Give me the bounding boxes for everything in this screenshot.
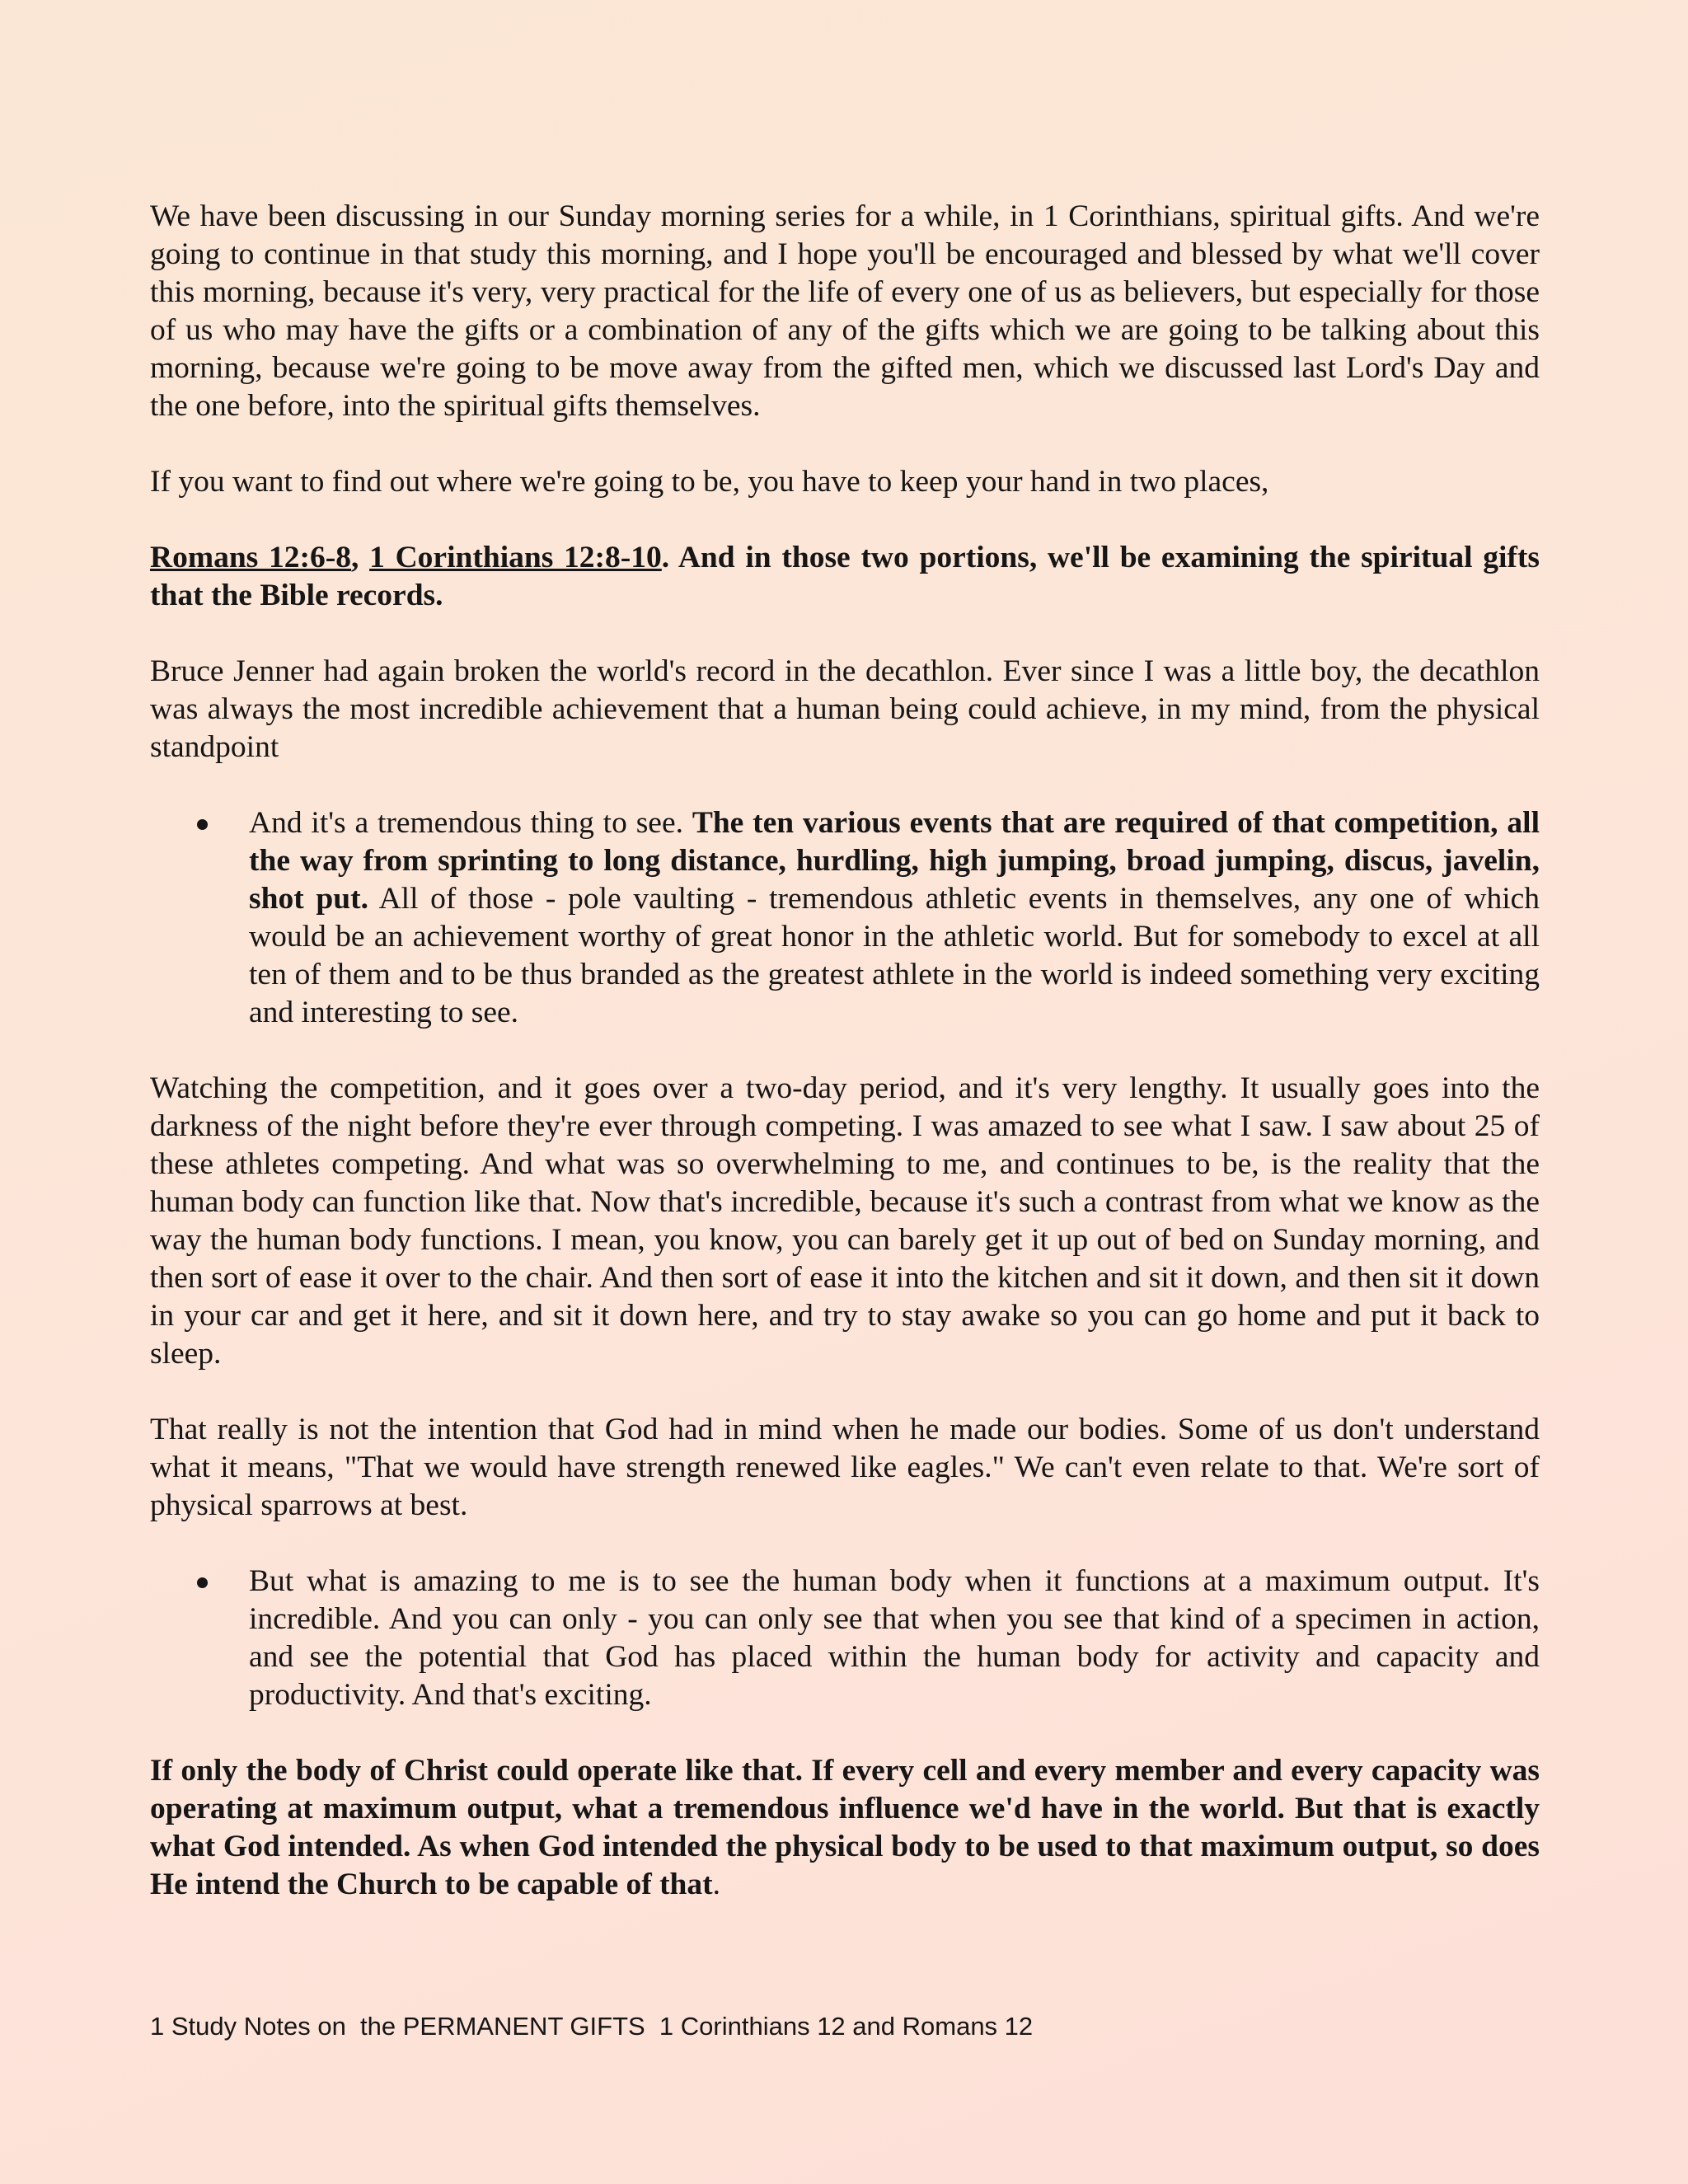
intro-paragraph: We have been discussing in our Sunday morning series for a while, in 1 Corinthians, spiritual gifts. And we're going to continue in that study this morning, and I hope you'll be encouraged and blessed by what we'll cover this morning, because it's very, very practical for the life of every one of us as believers, but especially for those of us who may have the gifts or a combination of any of the gifts which we are going to be talking about this morning, because we're going to be move away from the gifted men, which we discussed last Lord's Day and the one before, into the spiritual gifts themselves. (150, 199, 1540, 423)
bullet-tail-text: All of those - pole vaulting - tremendous athletic events in themselves, any one of which would be an achievement worthy of great honor in the athletic world. But for somebody to excel at all ten of them and to be thus branded as the greatest athlete in the world is indeed something very exciting and interesting to see. (249, 882, 1540, 1029)
corinthians-reference-link[interactable]: 1 Corinthians 12:8-10 (369, 541, 662, 574)
romans-reference-link[interactable]: Romans 12:6-8 (150, 541, 351, 574)
conclusion-paragraph (150, 1752, 1540, 1904)
scripture-reference-text: . And in those two portions, we'll be examining the spiritual gifts that the Bible records. (150, 541, 1540, 612)
scripture-reference-paragraph (150, 539, 1540, 615)
bullet-icon (197, 819, 208, 830)
conclusion-end-text: . (712, 1868, 721, 1901)
decathlon-paragraph: Bruce Jenner had again broken the world's record in the decathlon. Ever since I was a little boy, the decathlon was always the most incredible achievement that a human being could achieve, in my mind, from the physical standpoint (150, 654, 1540, 764)
document-body (150, 198, 1540, 1942)
conclusion-bold-text: If only the body of Christ could operate like that. If every cell and every member and every capacity was operating at maximum output, what a tremendous influence we'd have in the world. But that is exactly what God intended. As when God intended the physical body to be used to that maximum output, so does He intend the Church to be capable of that (150, 1754, 1540, 1901)
bullet-text: But what is amazing to me is to see the human body when it functions at a maximum output. It's incredible. And you can only - you can only see that when you see that kind of a specimen in action, and see the potential that God has placed within the human body for activity and capacity and productivity. And that's exciting. (249, 1564, 1540, 1712)
list-item (150, 1563, 1540, 1714)
scripture-intro-paragraph: If you want to find out where we're going to be, you have to keep your hand in two places, (150, 465, 1269, 499)
intention-paragraph: That really is not the intention that God had in mind when he made our bodies. Some of us don't understand what it means, "That we would have strength renewed like eagles." We can't even relate to that. We're sort of physical sparrows at best. (150, 1413, 1540, 1522)
competition-paragraph: Watching the competition, and it goes over a two-day period, and it's very lengthy. It usually goes into the darkness of the night before they're ever through competing. I was amazed to see what I saw. I saw about 25 of these athletes competing. And what was so overwhelming to me, and continues to be, is the reality that the human body can function like that. Now that's incredible, because it's such a contrast from what we know as the way the human body functions. I mean, you know, you can barely get it up out of bed on Sunday morning, and then sort of ease it over to the chair. And then sort of ease it into the kitchen and sit it down, and then sit it down in your car and get it here, and sit it down here, and try to stay awake so you can go home and put it back to sleep. (150, 1071, 1540, 1371)
page-footer: 1 Study Notes on the PERMANENT GIFTS 1 Corinthians 12 and Romans 12 (150, 2012, 1034, 2041)
reference-separator: , (350, 541, 370, 574)
bullet-bold-text: The ten various events that are required of that competition, all the way from sprinting to long distance, hurdling, high jumping, broad jumping, discus, javelin, shot put. (249, 806, 1540, 916)
list-item (150, 804, 1540, 1032)
bullet-lead-text: And it's a tremendous thing to see. (249, 806, 692, 840)
bullet-icon (197, 1577, 208, 1588)
